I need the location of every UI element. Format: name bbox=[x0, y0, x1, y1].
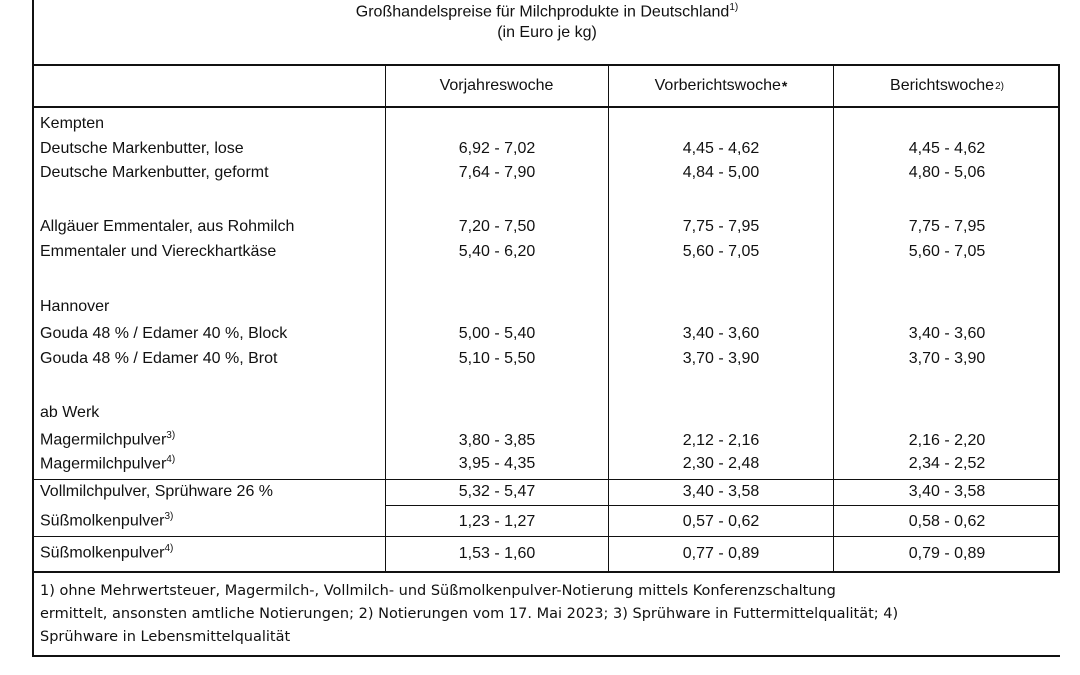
table-title bbox=[34, 2, 1060, 21]
cell-vorberichtswoche: 2,12 - 2,16 bbox=[682, 432, 760, 449]
cell-vorjahreswoche: 7,20 - 7,50 bbox=[458, 218, 536, 235]
cell-vorberichtswoche: 5,60 - 7,05 bbox=[682, 243, 760, 260]
cell-vorjahreswoche: 5,00 - 5,40 bbox=[458, 325, 536, 342]
cell-vorjahreswoche: 5,10 - 5,50 bbox=[458, 350, 536, 367]
cell-berichtswoche: 2,34 - 2,52 bbox=[908, 455, 986, 472]
footnote-bottom-border bbox=[32, 655, 1060, 657]
row-label bbox=[40, 430, 175, 449]
row-label: Vollmilchpulver, Sprühware 26 % bbox=[40, 483, 274, 500]
cell-vorberichtswoche: 7,75 - 7,95 bbox=[682, 218, 760, 235]
row-label: Gouda 48 % / Edamer 40 %, Brot bbox=[40, 350, 278, 367]
cell-berichtswoche: 7,75 - 7,95 bbox=[908, 218, 986, 235]
row-label-text: Magermilchpulver bbox=[40, 455, 167, 473]
column-header-label: Berichtswoche bbox=[890, 77, 995, 94]
column-header-berichtswoche bbox=[834, 66, 1060, 106]
cell-vorberichtswoche: 0,77 - 0,89 bbox=[682, 545, 760, 562]
cell-vorjahreswoche: 5,32 - 5,47 bbox=[458, 483, 536, 500]
cell-berichtswoche: 0,79 - 0,89 bbox=[908, 545, 986, 562]
cell-vorjahreswoche: 5,40 - 6,20 bbox=[458, 243, 536, 260]
row-footnote-ref: 3) bbox=[166, 430, 176, 441]
table-bottom-border bbox=[32, 571, 1060, 573]
row-label: Deutsche Markenbutter, geformt bbox=[40, 164, 269, 181]
cell-vorjahreswoche: 6,92 - 7,02 bbox=[458, 140, 536, 157]
cell-vorberichtswoche: 3,40 - 3,60 bbox=[682, 325, 760, 342]
footnote-line-2: ermittelt, ansonsten amtliche Notierungen; 2) Notierungen vom 17. Mai 2023; 3) Sprühware in Futtermittelqualität; 4) bbox=[40, 606, 899, 622]
row-label-text: Süßmolkenpulver bbox=[40, 512, 165, 530]
section-label-kempten: Kempten bbox=[40, 115, 105, 132]
row-divider-suessmolke-1 bbox=[385, 505, 1060, 506]
column-header-vorjahreswoche bbox=[386, 66, 608, 106]
row-label bbox=[40, 543, 173, 562]
row-label: Deutsche Markenbutter, lose bbox=[40, 140, 244, 157]
row-label bbox=[40, 511, 173, 530]
row-label-text: Magermilchpulver bbox=[40, 431, 167, 449]
cell-vorjahreswoche: 1,23 - 1,27 bbox=[458, 513, 536, 530]
row-footnote-ref: 4) bbox=[166, 454, 176, 465]
title-footnote-ref: 1) bbox=[729, 2, 739, 13]
cell-berichtswoche: 3,70 - 3,90 bbox=[908, 350, 986, 367]
column-header-note: 2) bbox=[995, 80, 1004, 92]
row-footnote-ref: 3) bbox=[164, 511, 174, 522]
cell-vorberichtswoche: 4,84 - 5,00 bbox=[682, 164, 760, 181]
cell-vorberichtswoche: 0,57 - 0,62 bbox=[682, 513, 760, 530]
cell-vorjahreswoche: 7,64 - 7,90 bbox=[458, 164, 536, 181]
cell-vorberichtswoche: 4,45 - 4,62 bbox=[682, 140, 760, 157]
column-header-vorberichtswoche bbox=[609, 66, 833, 106]
row-label: Gouda 48 % / Edamer 40 %, Block bbox=[40, 325, 288, 342]
footnote-line-3: Sprühware in Lebensmittelqualität bbox=[40, 629, 291, 645]
column-header-note: * bbox=[781, 78, 788, 94]
cell-vorjahreswoche: 3,80 - 3,85 bbox=[458, 432, 536, 449]
row-footnote-ref: 4) bbox=[164, 543, 174, 554]
cell-vorberichtswoche: 2,30 - 2,48 bbox=[682, 455, 760, 472]
footnote bbox=[40, 580, 1050, 649]
cell-vorjahreswoche: 3,95 - 4,35 bbox=[458, 455, 536, 472]
cell-berichtswoche: 5,60 - 7,05 bbox=[908, 243, 986, 260]
column-header-label: Vorberichtswoche bbox=[654, 77, 781, 94]
column-header-label: Vorjahreswoche bbox=[439, 77, 554, 94]
section-label-hannover: Hannover bbox=[40, 298, 110, 315]
cell-vorberichtswoche: 3,70 - 3,90 bbox=[682, 350, 760, 367]
row-label: Emmentaler und Viereckhartkäse bbox=[40, 243, 277, 260]
cell-berichtswoche: 3,40 - 3,60 bbox=[908, 325, 986, 342]
row-divider-suessmolke-2 bbox=[32, 536, 1060, 537]
row-label: Allgäuer Emmentaler, aus Rohmilch bbox=[40, 218, 295, 235]
cell-berichtswoche: 0,58 - 0,62 bbox=[908, 513, 986, 530]
cell-berichtswoche: 2,16 - 2,20 bbox=[908, 432, 986, 449]
row-label-text: Süßmolkenpulver bbox=[40, 544, 165, 562]
section-label-ab-werk: ab Werk bbox=[40, 404, 100, 421]
cell-berichtswoche: 3,40 - 3,58 bbox=[908, 483, 986, 500]
table-border-left bbox=[32, 0, 34, 656]
cell-vorjahreswoche: 1,53 - 1,60 bbox=[458, 545, 536, 562]
row-label bbox=[40, 454, 175, 473]
header-bottom-border bbox=[32, 106, 1060, 108]
row-divider-vollmilch bbox=[32, 479, 1060, 480]
cell-berichtswoche: 4,80 - 5,06 bbox=[908, 164, 986, 181]
table-title-text: Großhandelspreise für Milchprodukte in Deutschland bbox=[355, 3, 730, 21]
cell-vorberichtswoche: 3,40 - 3,58 bbox=[682, 483, 760, 500]
cell-berichtswoche: 4,45 - 4,62 bbox=[908, 140, 986, 157]
table-subtitle: (in Euro je kg) bbox=[497, 24, 597, 41]
footnote-line-1: 1) ohne Mehrwertsteuer, Magermilch-, Vollmilch- und Süßmolkenpulver-Notierung mittels Konferenzschaltung bbox=[40, 583, 836, 599]
